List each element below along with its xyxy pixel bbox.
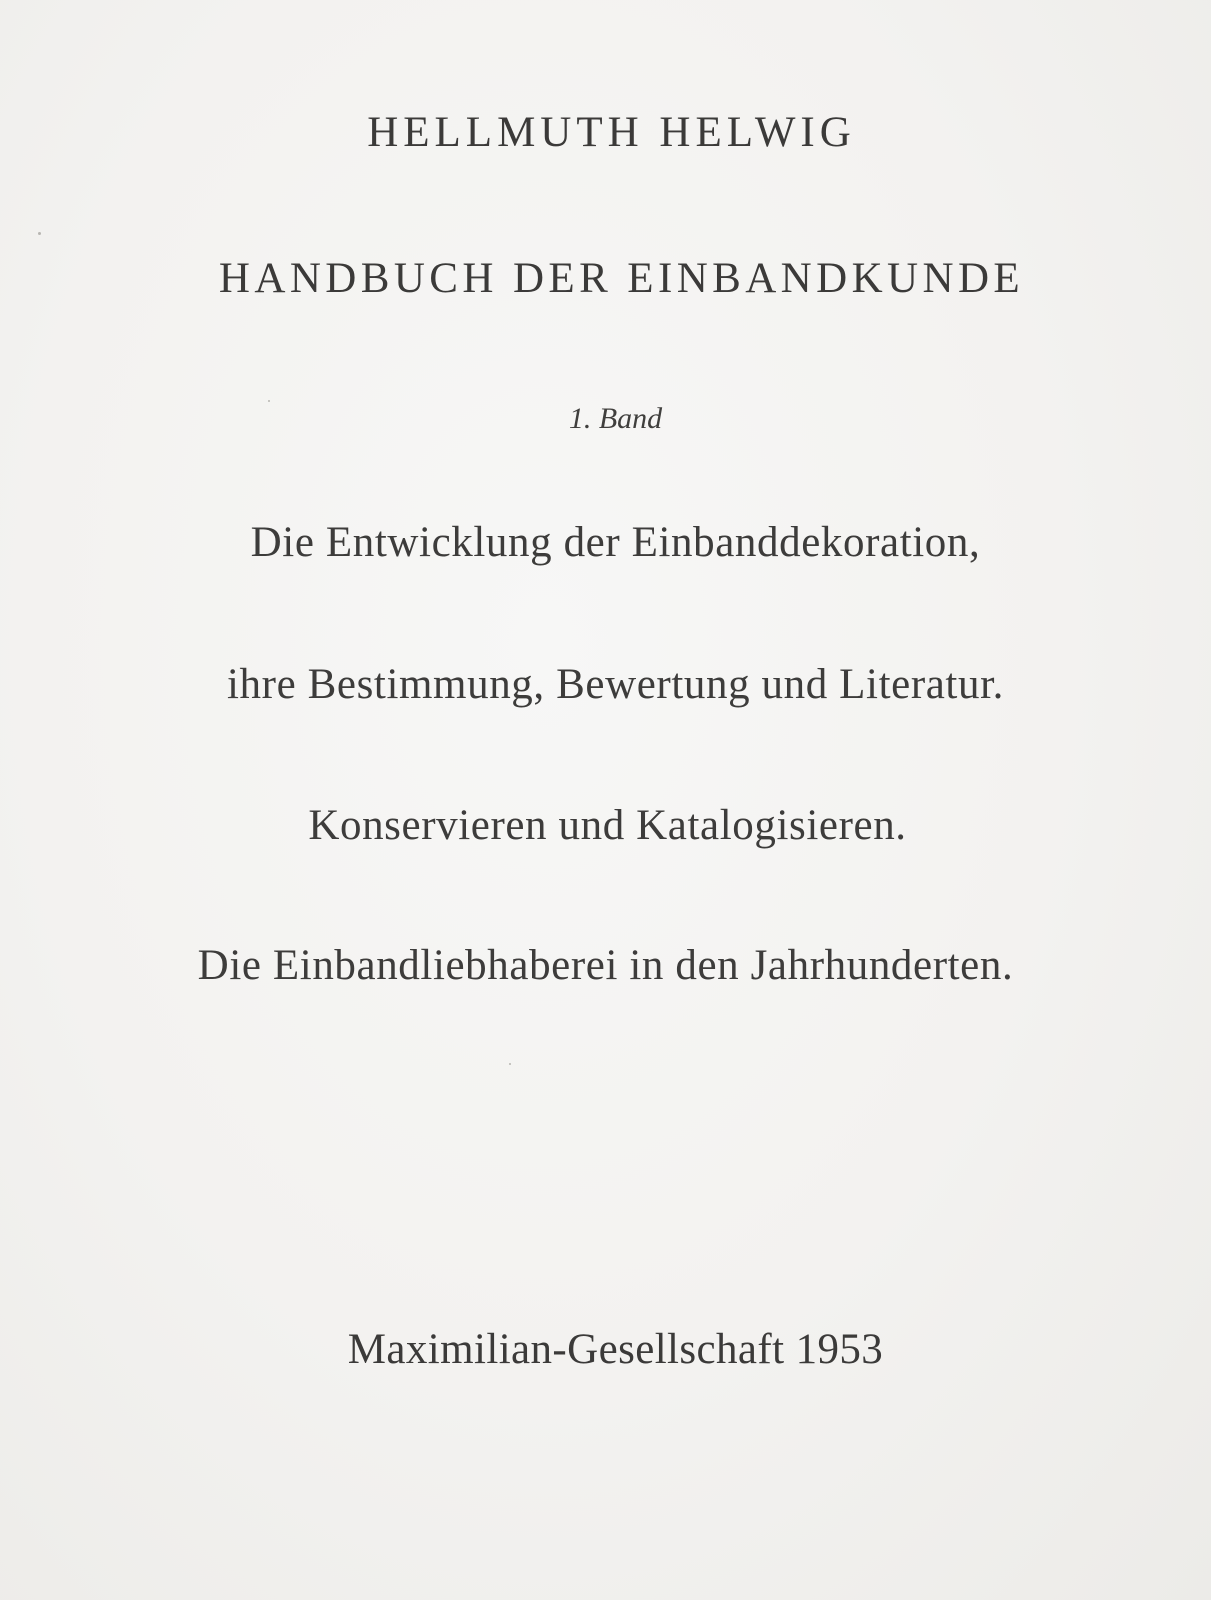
subtitle-line: Konservieren und Katalogisieren.	[308, 802, 907, 849]
publisher-imprint: Maximilian-Gesellschaft 1953	[347, 1326, 884, 1373]
subtitle-line: Die Einbandliebhaberei in den Jahrhunderten.	[197, 942, 1014, 989]
subtitle-line: ihre Bestimmung, Bewertung und Literatur.	[227, 661, 1004, 708]
book-title: HANDBUCH DER EINBANDKUNDE	[218, 255, 1025, 302]
subtitle-line: Die Entwicklung der Einbanddekoration,	[250, 519, 981, 566]
paper-speck	[38, 232, 41, 235]
author-name: HELLMUTH HELWIG	[367, 109, 856, 156]
volume-label: 1. Band	[568, 402, 663, 435]
paper-speck	[509, 1063, 511, 1065]
paper-speck	[268, 400, 270, 402]
